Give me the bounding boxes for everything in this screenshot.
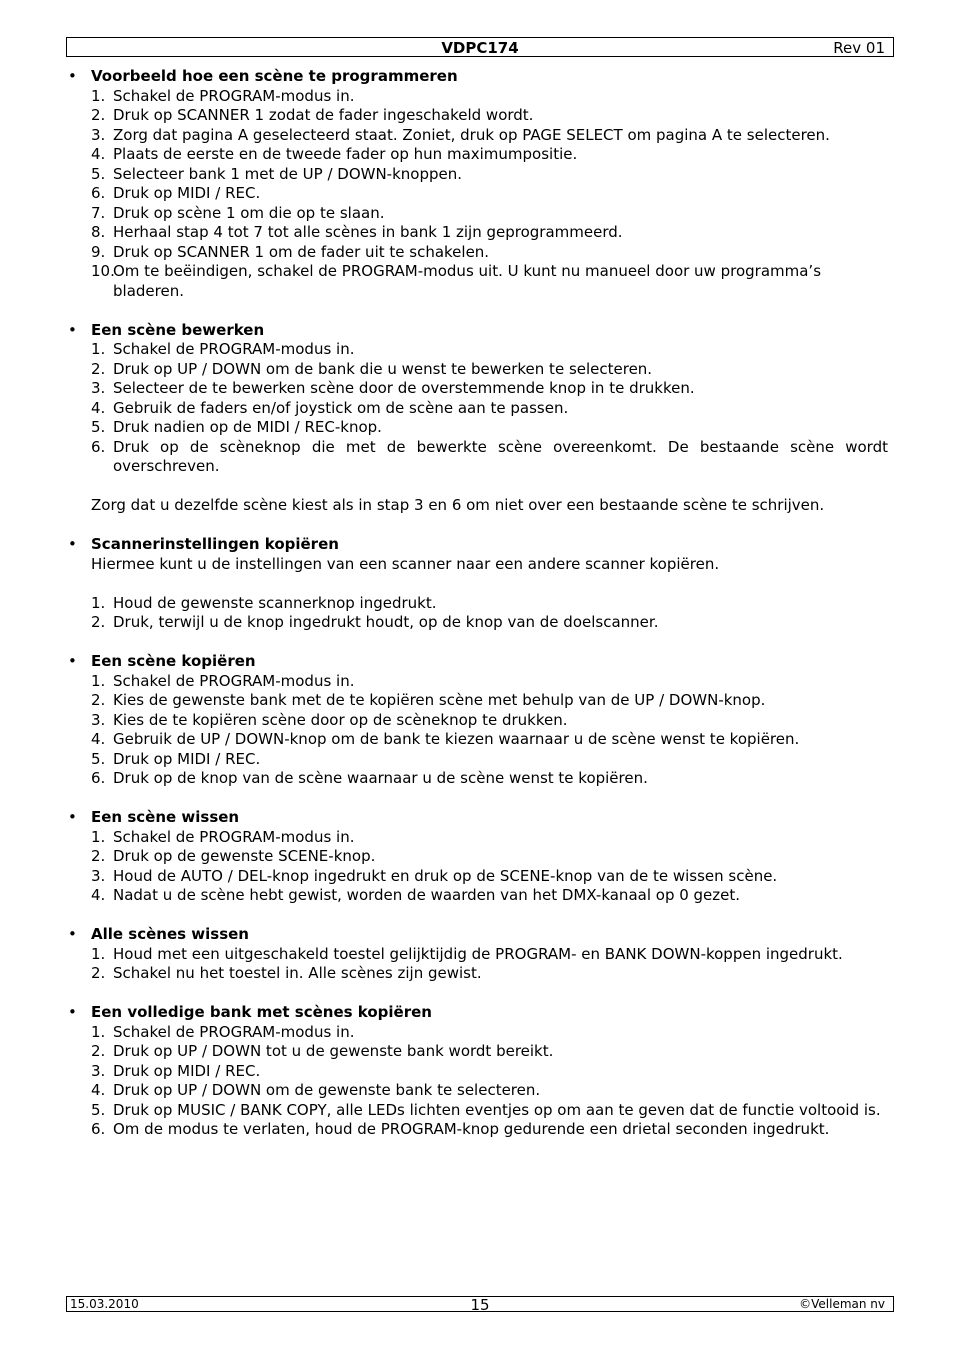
list-item: 3. Zorg dat pagina A geselecteerd staat. Zoniet, druk op PAGE SELECT om pagina A te selecteren. [91, 125, 830, 144]
section-erase-scene [66, 808, 888, 906]
step-list [66, 1023, 888, 1140]
model-name: VDPC174 [441, 39, 519, 57]
step-list [66, 594, 888, 633]
list-item: 1. Schakel de PROGRAM-modus in. [91, 340, 355, 358]
step-list [66, 87, 888, 302]
footer-date: 15.03.2010 [70, 1297, 139, 1311]
section-title: • Een volledige bank met scènes kopiëren [66, 1003, 888, 1023]
section-intro: Hiermee kunt u de instellingen van een scanner naar een andere scanner kopiëren. [91, 554, 720, 573]
page-footer [66, 1296, 894, 1312]
list-item: 8. Herhaal stap 4 tot 7 tot alle scènes in bank 1 zijn geprogrammeerd. [91, 223, 623, 241]
list-item: 6. Druk op de knop van de scène waarnaar u de scène wenst te kopiëren. [91, 769, 648, 787]
list-item: 1. Schakel de PROGRAM-modus in. [91, 671, 355, 690]
step-list [66, 828, 888, 906]
list-item: 4. Nadat u de scène hebt gewist, worden de waarden van het DMX-kanaal op 0 gezet. [91, 886, 741, 904]
list-item: 5. Druk nadien op de MIDI / REC-knop. [91, 418, 382, 436]
section-title: • Alle scènes wissen [66, 925, 888, 945]
step-list [66, 672, 888, 789]
list-item: 3. Houd de AUTO / DEL-knop ingedrukt en druk op de SCENE-knop van de te wissen scène. [91, 866, 778, 885]
list-item: 2. Druk op UP / DOWN om de bank die u wenst te bewerken te selecteren. [91, 359, 653, 378]
section-copy-bank [66, 1003, 888, 1140]
list-item: 1. Houd met een uitgeschakeld toestel gelijktijdig de PROGRAM- en BANK DOWN-koppen ingedrukt. [91, 944, 843, 963]
list-item: 4. Plaats de eerste en de tweede fader op hun maximumpositie. [91, 145, 578, 163]
list-item: 9. Druk op SCANNER 1 om de fader uit te schakelen. [91, 242, 490, 261]
list-item: 3. Kies de te kopiëren scène door op de scèneknop te drukken. [91, 710, 568, 729]
section-edit-scene [66, 321, 888, 516]
section-title: • Een scène kopiëren [66, 652, 888, 672]
list-item: 1. Schakel de PROGRAM-modus in. [91, 827, 355, 846]
list-item: 2. Druk, terwijl u de knop ingedrukt houdt, op de knop van de doelscanner. [91, 613, 659, 631]
section-copy-scene [66, 652, 888, 789]
section-erase-all-scenes [66, 925, 888, 984]
list-item: 4. Druk op UP / DOWN om de gewenste bank te selecteren. [91, 1081, 541, 1099]
list-item: 5. Druk op MIDI / REC. [91, 749, 261, 768]
section-title: • Voorbeeld hoe een scène te programmeren [66, 67, 888, 87]
section-title: • Een scène wissen [66, 808, 888, 828]
list-item: 1. Schakel de PROGRAM-modus in. [91, 1022, 355, 1041]
section-copy-scanner [66, 535, 888, 633]
list-item: 2. Kies de gewenste bank met de te kopiëren scène met behulp van de UP / DOWN-knop. [91, 691, 766, 709]
list-item: 5. Druk op MUSIC / BANK COPY, alle LEDs lichten eventjes op om aan te geven dat de functie voltooid is. [91, 1100, 881, 1119]
section-title: • Een scène bewerken [66, 321, 888, 341]
list-item: 1. Houd de gewenste scannerknop ingedrukt. [91, 593, 437, 612]
list-item: 6. Druk op de scèneknop die met de bewerkte scène overeenkomt. De bestaande scène wordt overschreven. [91, 437, 888, 475]
list-item: 3. Selecteer de te bewerken scène door de overstemmende knop in te drukken. [91, 379, 695, 397]
list-item: 2. Druk op SCANNER 1 zodat de fader ingeschakeld wordt. [91, 106, 534, 124]
list-item: 6. Druk op MIDI / REC. [91, 184, 261, 202]
list-item: 6. Om de modus te verlaten, houd de PROGRAM-knop gedurende een drietal seconden ingedrukt. [91, 1120, 830, 1138]
list-item: 2. Druk op UP / DOWN tot u de gewenste bank wordt bereikt. [91, 1042, 554, 1060]
page-header [66, 37, 894, 57]
list-item: 2. Schakel nu het toestel in. Alle scènes zijn gewist. [91, 964, 482, 982]
footer-copyright: ©Velleman nv [799, 1297, 885, 1311]
list-item: 7. Druk op scène 1 om die op te slaan. [91, 203, 385, 222]
page-number: 15 [470, 1296, 490, 1314]
section-program-scene [66, 67, 888, 301]
list-item: 3. Druk op MIDI / REC. [91, 1061, 261, 1080]
list-item: 1. Schakel de PROGRAM-modus in. [91, 86, 355, 105]
manual-content [66, 67, 888, 1140]
list-item: 4. Gebruik de UP / DOWN-knop om de bank te kiezen waarnaar u de scène wenst te kopiëren. [91, 730, 800, 748]
list-item: 5. Selecteer bank 1 met de UP / DOWN-knoppen. [91, 164, 463, 183]
revision-label: Rev 01 [833, 39, 885, 57]
list-item: 10. Om te beëindigen, schakel de PROGRAM-modus uit. U kunt nu manueel door uw programma’s bladeren. [91, 262, 822, 300]
step-list [66, 945, 888, 984]
list-item: 4. Gebruik de faders en/of joystick om de scène aan te passen. [91, 398, 569, 417]
section-title: • Scannerinstellingen kopiëren [66, 535, 888, 555]
section-note: Zorg dat u dezelfde scène kiest als in stap 3 en 6 om niet over een bestaande scène te schrijven. [91, 496, 825, 514]
step-list [66, 340, 888, 477]
list-item: 2. Druk op de gewenste SCENE-knop. [91, 847, 376, 865]
